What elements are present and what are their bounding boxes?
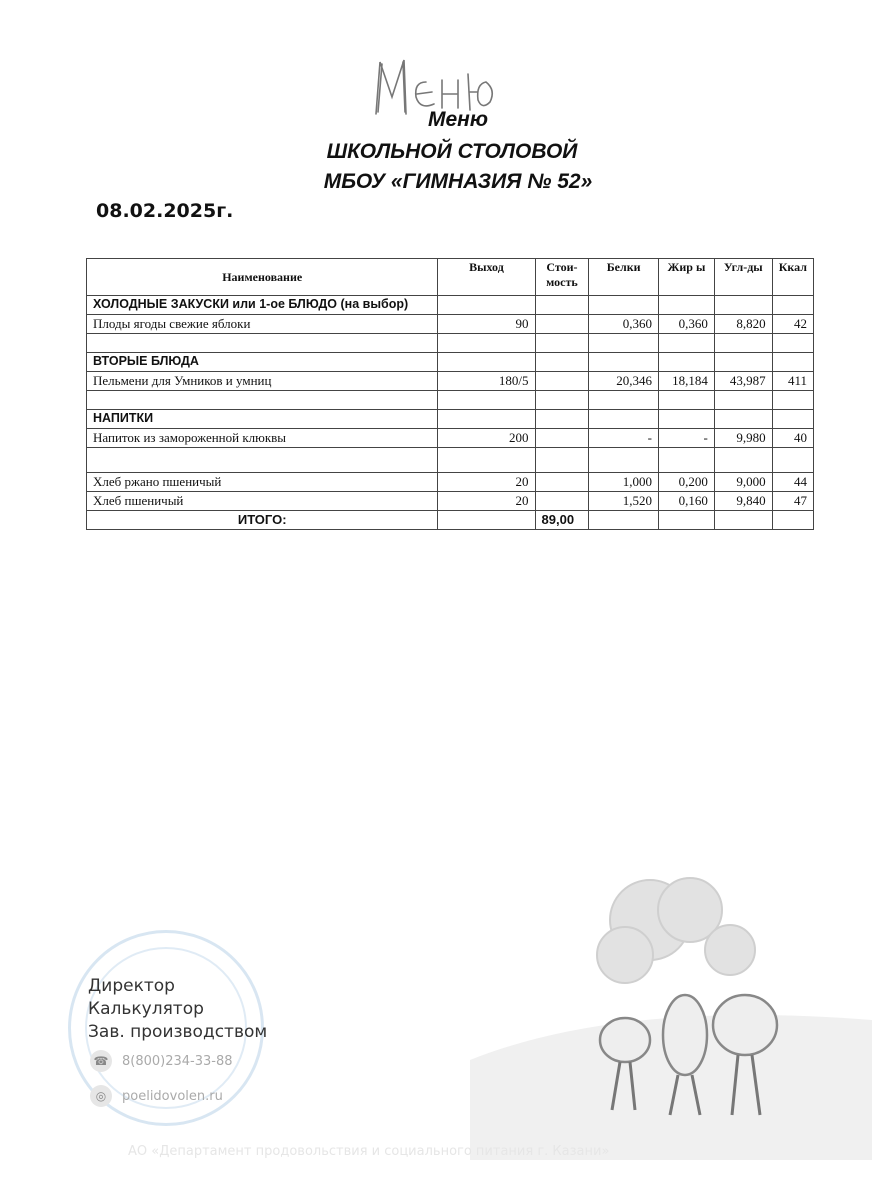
dish-cost — [535, 473, 589, 492]
contact-website — [90, 1085, 223, 1107]
dish-name: Хлеб ржано пшеничый — [87, 473, 438, 492]
contact-phone — [90, 1050, 233, 1072]
staff-calculator: Калькулятор — [88, 999, 204, 1019]
dish-name: Пельмени для Умников и умниц — [87, 372, 438, 391]
phone-icon: ☎ — [90, 1050, 112, 1072]
staff-list — [88, 975, 267, 1044]
globe-icon: ◎ — [90, 1085, 112, 1107]
total-row — [87, 511, 814, 530]
header-carbs: Угл-ды — [714, 259, 772, 296]
dish-protein: 20,346 — [589, 372, 659, 391]
dish-fat: - — [658, 429, 714, 448]
table-row — [87, 492, 814, 511]
dish-carbs: 9,000 — [714, 473, 772, 492]
menu-title: Меню — [427, 108, 489, 131]
footer-text: АО «Департамент продовольствия и социального питания г. Казани» — [128, 1144, 610, 1159]
dish-carbs: 43,987 — [714, 372, 772, 391]
dish-kcal: 44 — [772, 473, 813, 492]
section-row — [87, 410, 814, 429]
dish-name: Хлеб пшеничый — [87, 492, 438, 511]
dish-kcal: 47 — [772, 492, 813, 511]
empty-row — [87, 448, 814, 473]
menu-table — [86, 258, 814, 530]
dish-cost — [535, 492, 589, 511]
dish-kcal: 411 — [772, 372, 813, 391]
dish-carbs: 9,840 — [714, 492, 772, 511]
dish-fat: 0,200 — [658, 473, 714, 492]
section-drinks: НАПИТКИ — [87, 410, 438, 429]
dish-protein: - — [589, 429, 659, 448]
header-protein: Белки — [589, 259, 659, 296]
section-second: ВТОРЫЕ БЛЮДА — [87, 353, 438, 372]
section-row — [87, 296, 814, 315]
dish-protein: 1,000 — [589, 473, 659, 492]
section-cold: ХОЛОДНЫЕ ЗАКУСКИ или 1-ое БЛЮДО (на выбор) — [87, 296, 438, 315]
dish-cost — [535, 429, 589, 448]
total-value: 89,00 — [535, 511, 589, 530]
dish-cost — [535, 315, 589, 334]
dish-carbs: 9,980 — [714, 429, 772, 448]
dish-kcal: 40 — [772, 429, 813, 448]
dish-carbs: 8,820 — [714, 315, 772, 334]
header-cost: Стои-мость — [535, 259, 589, 296]
dish-output: 20 — [438, 473, 535, 492]
dish-output: 180/5 — [438, 372, 535, 391]
dish-name: Плоды ягоды свежие яблоки — [87, 315, 438, 334]
header-name: Наименование — [87, 259, 438, 296]
dish-output: 200 — [438, 429, 535, 448]
empty-row — [87, 334, 814, 353]
dish-fat: 18,184 — [658, 372, 714, 391]
dish-protein: 0,360 — [589, 315, 659, 334]
mascot-illustration — [470, 870, 872, 1160]
table-header-row — [87, 259, 814, 296]
canteen-title: ШКОЛЬНОЙ СТОЛОВОЙ — [326, 140, 578, 163]
table-row — [87, 372, 814, 391]
staff-director: Директор — [88, 976, 175, 996]
table-row — [87, 473, 814, 492]
table-row — [87, 429, 814, 448]
dish-kcal: 42 — [772, 315, 813, 334]
header-output: Выход — [438, 259, 535, 296]
phone-number: 8(800)234-33-88 — [122, 1053, 233, 1069]
header-kcal: Ккал — [772, 259, 813, 296]
dish-fat: 0,160 — [658, 492, 714, 511]
dish-cost — [535, 372, 589, 391]
header-fat: Жир ы — [658, 259, 714, 296]
website-text: poelidovolen.ru — [122, 1088, 223, 1104]
dish-protein: 1,520 — [589, 492, 659, 511]
staff-production-head: Зав. производством — [88, 1022, 268, 1042]
section-row — [87, 353, 814, 372]
dish-output: 90 — [438, 315, 535, 334]
school-title: МБОУ «ГИМНАЗИЯ № 52» — [323, 170, 593, 193]
table-row — [87, 315, 814, 334]
empty-row — [87, 391, 814, 410]
dish-output: 20 — [438, 492, 535, 511]
dish-fat: 0,360 — [658, 315, 714, 334]
total-label: ИТОГО: — [87, 511, 438, 530]
dish-name: Напиток из замороженной клюквы — [87, 429, 438, 448]
menu-date: 08.02.2025г. — [96, 200, 234, 222]
